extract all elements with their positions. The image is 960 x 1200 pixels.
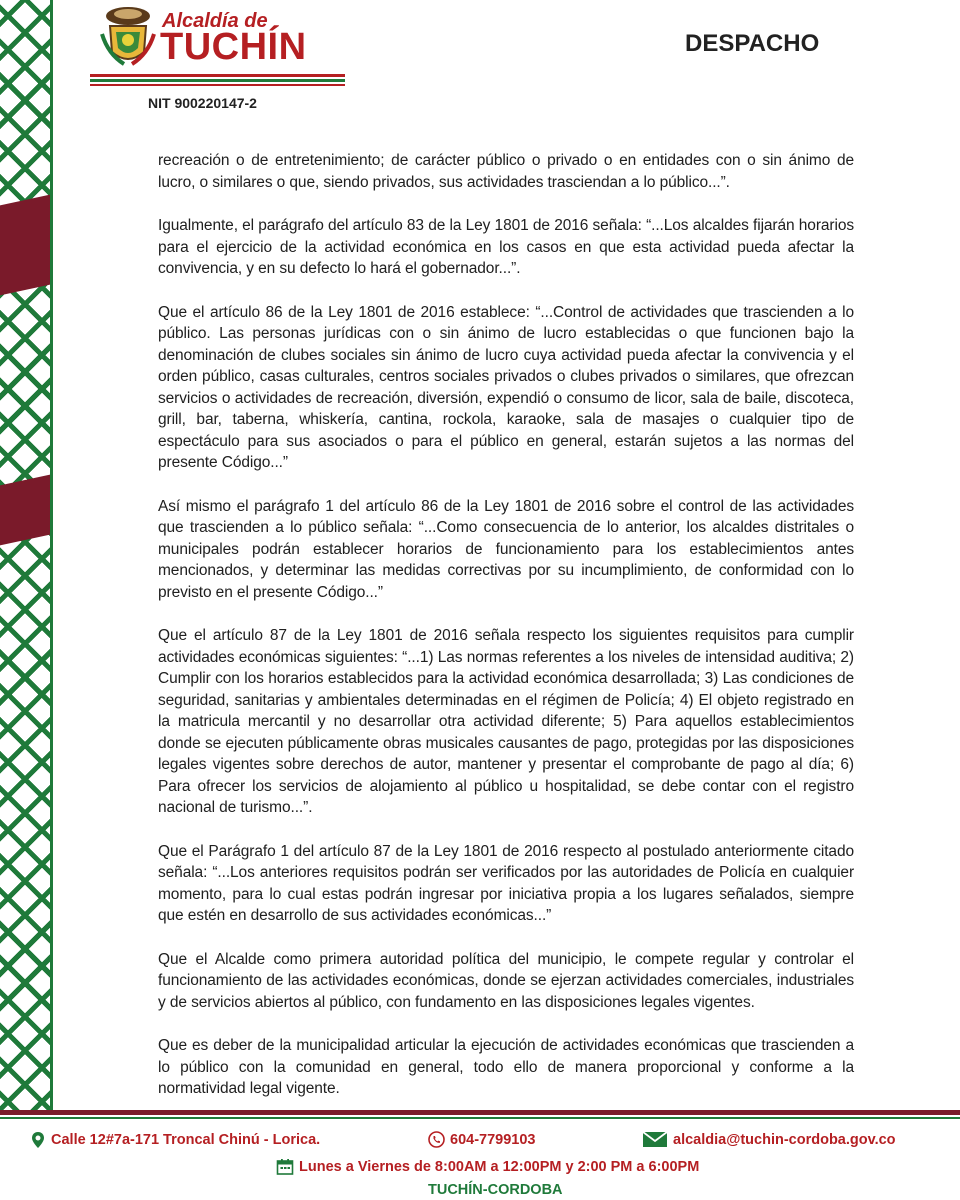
logo-divider	[90, 74, 345, 77]
logo-title: TUCHÍN	[160, 26, 307, 68]
paragraph: Igualmente, el parágrafo del artículo 83 de la Ley 1801 de 2016 señala: “...Los alcaldes fijarán horarios para el ejercicio de la actividad económica en los casos en que esta actividad pueda afectar la convivencia, y en su defecto lo hará el gobernador...”.	[158, 217, 854, 277]
email-text: alcaldia@tuchin-cordoba.gov.co	[673, 1131, 896, 1148]
hours-text: Lunes a Viernes de 8:00AM a 12:00PM y 2:00 PM a 6:00PM	[299, 1159, 700, 1175]
municipality-logo	[90, 0, 350, 92]
logo-divider	[90, 84, 345, 86]
municipal-emblem-icon	[98, 4, 158, 70]
border-band	[0, 475, 50, 546]
paragraph: Que es deber de la municipalidad articular la ejecución de actividades económicas que trascienden a lo público con la comunidad en general, todo ello de manera proporcional y conforme a la normatividad legal vigente.	[158, 1037, 854, 1097]
footer-email	[642, 1131, 896, 1148]
paragraph: recreación o de entretenimiento; de carácter público o privado o en entidades con o sin ánimo de lucro, o similares o que, siendo privados, sus actividades trasciendan a lo público...”.	[158, 152, 854, 191]
paragraph: Que el Parágrafo 1 del artículo 87 de la Ley 1801 de 2016 respecto al postulado anteriormente citado señala: “...Los anteriores requisitos podrán ser verificados por las autoridades de Policía en cualquier momento, para lo cual estas podrán ingresar por iniciativa propia a los lugares señalados, siempre que estén en desarrollo de sus actividades económicas...”	[158, 842, 854, 924]
city-text: TUCHÍN-CORDOBA	[428, 1182, 563, 1198]
footer-divider	[0, 1110, 960, 1115]
address-text: Calle 12#7a-171 Troncal Chinú - Lorica.	[51, 1132, 321, 1148]
footer-city	[428, 1182, 563, 1198]
paragraph: Así mismo el parágrafo 1 del artículo 86 de la Ley 1801 de 2016 sobre el control de las actividades que trascienden a lo público señala: “...Como consecuencia de lo anterior, los alcaldes distritales o municipales podrán establecer horarios de funcionamiento para los establecimientos antes mencionados, y determinar las medidas correctivas por su incumplimiento, de conformidad con lo previsto en el presente Código...”	[158, 497, 854, 601]
phone-text: 604-7799103	[450, 1131, 536, 1148]
border-band	[0, 195, 50, 296]
calendar-icon	[276, 1158, 294, 1176]
logo-divider	[90, 79, 345, 82]
footer-phone	[428, 1131, 535, 1148]
email-icon	[642, 1131, 668, 1148]
left-decorative-border	[0, 0, 53, 1110]
phone-icon	[428, 1131, 445, 1148]
paragraph: Que el artículo 86 de la Ley 1801 de 2016 establece: “...Control de actividades que trascienden a lo público. Las personas jurídicas con o sin ánimo de lucro establecidas o que funcionen bajo la denominación de clubes sociales sin ánimo de lucro cuya actividad pueda afectar la convivencia y el orden público, casas culturales, centros sociales privados o clubes privados o similares, que ofrezcan servicios o actividades de recreación, diversión, expendió o consumo de licor, sala de baile, discoteca, grill, bar, taberna, whiskería, cantina, rockola, karaoke, sala de masajes o cualquier tipo de espectáculo para sus asociados o para el público en general, estarán sujetos a las normas del presente Código...”	[158, 303, 854, 471]
paragraph: Que el Alcalde como primera autoridad política del municipio, le compete regular y controlar el funcionamiento de las actividades económicas, donde se ejerzan actividades comerciales, industriales y de servicios abiertos al público, con fundamento en las disposiciones legales vigentes.	[158, 950, 854, 1011]
location-pin-icon	[30, 1131, 46, 1149]
logo-subtitle: Alcaldía de	[162, 10, 268, 32]
nit-number: NIT 900220147-2	[148, 95, 257, 111]
footer-hours	[276, 1158, 699, 1176]
office-title: DESPACHO	[685, 30, 820, 57]
footer-address	[30, 1131, 320, 1149]
footer-divider	[0, 1117, 960, 1119]
paragraph: Que el artículo 87 de la Ley 1801 de 2016 señala respecto los siguientes requisitos para cumplir actividades económicas siguientes: “...1) Las normas referentes a los niveles de intensidad auditiva; 2) Cumplir con los horarios establecidos para la actividad económica desarrollada; 3) Las condiciones de seguridad, sanitarias y ambientales determinadas en el régimen de Policía; 4) El objeto registrado en la matricula mercantil y no desarrollar otra actividad diferente; 5) Para aquellos establecimientos donde se ejecuten públicamente obras musicales causantes de pago, protegidas por las disposiciones legales vigentes sobre derechos de autor, mantener y presentar el comprobante de pago al día; 6) Para ofrecer los servicios de alojamiento al público u hospitalidad, se debe contar con el registro nacional de turismo...”.	[158, 627, 854, 816]
document-body	[158, 150, 854, 1122]
